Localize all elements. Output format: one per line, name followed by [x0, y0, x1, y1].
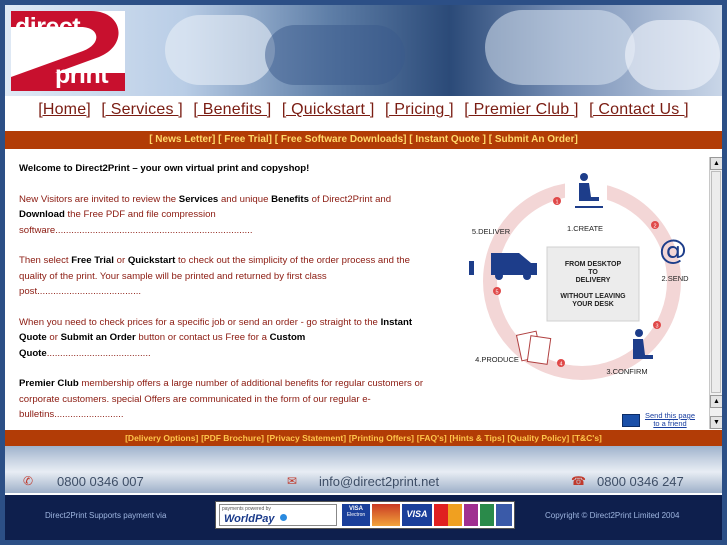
- link-delivery-options[interactable]: [Delivery Options]: [125, 433, 199, 443]
- link-privacy-statement[interactable]: [Privacy Statement]: [266, 433, 347, 443]
- text-span: When you need to check prices for a specific job or send an order - go straight to the: [19, 316, 381, 328]
- email-icon: ✉: [287, 474, 298, 488]
- visa-text: VISA: [406, 509, 428, 519]
- link-premier-club-inline[interactable]: Premier Club: [19, 378, 79, 389]
- marker-number-2: 2: [653, 223, 657, 230]
- contact-fax: 0800 0346 247: [597, 474, 684, 489]
- center-text-1: FROM DESKTOP: [564, 261, 622, 268]
- link-quality-policy[interactable]: [Quality Policy]: [507, 433, 570, 443]
- text-span: .......................................: [46, 347, 151, 359]
- paragraph-new-visitors: [19, 192, 439, 239]
- delivery-van-icon: [491, 253, 537, 275]
- step-label-produce: 4.PRODUCE: [475, 355, 519, 364]
- step-deliver: [469, 227, 537, 280]
- payment-text: Direct2Print Supports payment via: [45, 511, 167, 520]
- link-printing-offers[interactable]: [Printing Offers]: [348, 433, 415, 443]
- link-free-trial[interactable]: [ Free Trial]: [218, 134, 273, 145]
- text-span: or: [46, 332, 61, 343]
- text-span: or: [113, 255, 128, 266]
- worldpay-caption: payments powered by: [222, 506, 271, 512]
- visa-electron-card: [342, 504, 370, 526]
- info-links-bar: [5, 430, 722, 446]
- banner-photo-hand: [165, 15, 275, 85]
- link-submit-order[interactable]: [ Submit An Order]: [488, 134, 578, 145]
- payment-logos: [215, 501, 515, 529]
- page-frame: [5, 5, 722, 540]
- link-services[interactable]: Services: [178, 193, 219, 205]
- van-wheel-icon: [495, 272, 503, 280]
- contact-phone: 0800 0346 007: [57, 474, 144, 489]
- text-span: button or contact us Free for a: [135, 332, 270, 343]
- quick-links-bar: [5, 131, 722, 149]
- text-span: of Direct2Print and: [308, 193, 392, 205]
- link-custom-quote[interactable]: Custom Quote: [19, 332, 306, 359]
- main-nav: [5, 101, 722, 131]
- at-sign-icon: @: [659, 233, 687, 266]
- switch-card: [480, 504, 494, 526]
- electron-label: Electron: [346, 512, 366, 518]
- marker-number-5: 5: [495, 289, 499, 296]
- step-label-deliver: 5.DELIVER: [471, 227, 511, 236]
- send-to-friend-label: [641, 412, 699, 428]
- van-wheel-icon-2: [523, 272, 531, 280]
- text-span: Then select: [19, 255, 72, 266]
- marker-number-3: 3: [655, 323, 659, 330]
- text-span: New Visitors are invited to review the: [19, 193, 179, 205]
- footer: [5, 495, 722, 540]
- center-text-3: DELIVERY: [575, 277, 611, 284]
- link-hints-tips[interactable]: [Hints & Tips]: [449, 433, 505, 443]
- document-icon-2: [527, 336, 550, 365]
- scroll-thumb[interactable]: [711, 171, 721, 393]
- person-phone-icon: [635, 329, 643, 337]
- courier-icon: [469, 261, 474, 275]
- scroll-up-button[interactable]: ▲: [710, 157, 722, 170]
- welcome-text: [19, 161, 439, 438]
- step-send: [659, 233, 689, 283]
- process-diagram: [457, 163, 707, 393]
- worldpay-globe-icon: [280, 514, 287, 521]
- fax-icon: ☎: [571, 474, 586, 488]
- banner-photo-handshake: [485, 10, 635, 85]
- visa-card: [402, 504, 432, 526]
- link-quickstart-inline[interactable]: Quickstart: [127, 255, 176, 266]
- link-free-trial-inline[interactable]: Free Trial: [71, 255, 114, 266]
- header-banner: [5, 5, 722, 96]
- text-span: membership offers a large number of additional benefits for regular customers or corporate customers. special Offers are communicated in the form of our regular e-bulletins..........................: [19, 378, 424, 420]
- banner-photo-hand-right: [625, 20, 720, 90]
- send-friend-line1: Send this page: [644, 411, 696, 420]
- logo-text-direct: direct: [15, 13, 81, 41]
- phone-icon: ✆: [23, 474, 34, 488]
- link-terms[interactable]: [T&C's]: [572, 433, 602, 443]
- step-create: [565, 169, 607, 233]
- content-scrollbar[interactable]: [709, 157, 722, 429]
- paragraph-premier-club: [19, 376, 439, 423]
- visa-electron-text: VISA: [348, 506, 363, 512]
- paragraph-free-trial: [19, 253, 439, 300]
- paragraph-prices: [19, 315, 439, 362]
- direct2print-logo[interactable]: [11, 11, 125, 91]
- step-label-create: 1.CREATE: [566, 224, 604, 233]
- logo-text-print: print: [55, 61, 109, 89]
- step-label-send: 2.SEND: [661, 274, 689, 283]
- banner-photo-keyboard: [265, 25, 405, 85]
- center-text-4: WITHOUT LEAVING: [560, 293, 626, 300]
- marker-number-4: 4: [559, 361, 563, 368]
- nav-benefits[interactable]: [ Benefits ]: [193, 101, 272, 118]
- welcome-title: Welcome to Direct2Print – your own virtual print and copyshop!: [19, 163, 310, 174]
- link-faqs[interactable]: [FAQ's]: [416, 433, 447, 443]
- solo-card: [464, 504, 478, 526]
- link-benefits[interactable]: Benefits: [271, 193, 309, 205]
- link-submit-order-inline[interactable]: Submit an Order: [60, 332, 136, 343]
- main-content: [5, 149, 722, 430]
- nav-premier-club[interactable]: [ Premier Club ]: [464, 101, 579, 118]
- worldpay-text: WorldPay: [224, 513, 275, 525]
- send-to-friend-button[interactable]: [621, 412, 701, 432]
- link-download[interactable]: Download: [19, 209, 65, 220]
- delta-card: [372, 504, 400, 526]
- jcb-card: [496, 504, 512, 526]
- scroll-up-button-lower[interactable]: ▲: [710, 395, 722, 408]
- mastercard-card: [434, 504, 462, 526]
- text-span: and unique: [218, 193, 272, 205]
- send-friend-line2: to a friend: [653, 419, 687, 428]
- center-text-5: YOUR DESK: [572, 301, 614, 308]
- worldpay-logo[interactable]: [219, 504, 337, 526]
- link-free-software[interactable]: [ Free Software Downloads]: [274, 134, 407, 145]
- welcome-heading: [19, 161, 439, 177]
- link-pdf-brochure[interactable]: [PDF Brochure]: [201, 433, 264, 443]
- contact-email[interactable]: info@direct2print.net: [319, 474, 440, 489]
- step-label-confirm: 3.CONFIRM: [606, 367, 648, 376]
- envelope-icon: [622, 414, 640, 427]
- link-instant-quote[interactable]: [ Instant Quote ]: [409, 134, 486, 145]
- text-span: to check out the simplicity of the order process and the quality of the print. Your sample will be printed and returned by first class post.......................................: [19, 255, 410, 297]
- link-instant-quote-inline[interactable]: Instant Quote: [19, 316, 413, 343]
- link-news-letter[interactable]: [ News Letter]: [149, 134, 216, 145]
- center-text-2: TO: [588, 269, 598, 276]
- nav-home[interactable]: [Home]: [38, 101, 91, 118]
- scroll-down-button[interactable]: ▼: [710, 416, 722, 429]
- diagram-center-box: [547, 247, 639, 321]
- marker-number-1: 1: [555, 199, 559, 206]
- contact-strip: [5, 446, 722, 493]
- nav-pricing[interactable]: [ Pricing ]: [384, 101, 454, 118]
- person-icon: [580, 173, 588, 181]
- nav-services[interactable]: [ Services ]: [101, 101, 183, 118]
- copyright-text: Copyright © Direct2Print Limited 2004: [545, 511, 680, 520]
- nav-quickstart[interactable]: [ Quickstart ]: [281, 101, 375, 118]
- nav-contact-us[interactable]: [ Contact Us ]: [589, 101, 689, 118]
- text-span: the Free PDF and file compression software..........................................................................: [19, 209, 253, 236]
